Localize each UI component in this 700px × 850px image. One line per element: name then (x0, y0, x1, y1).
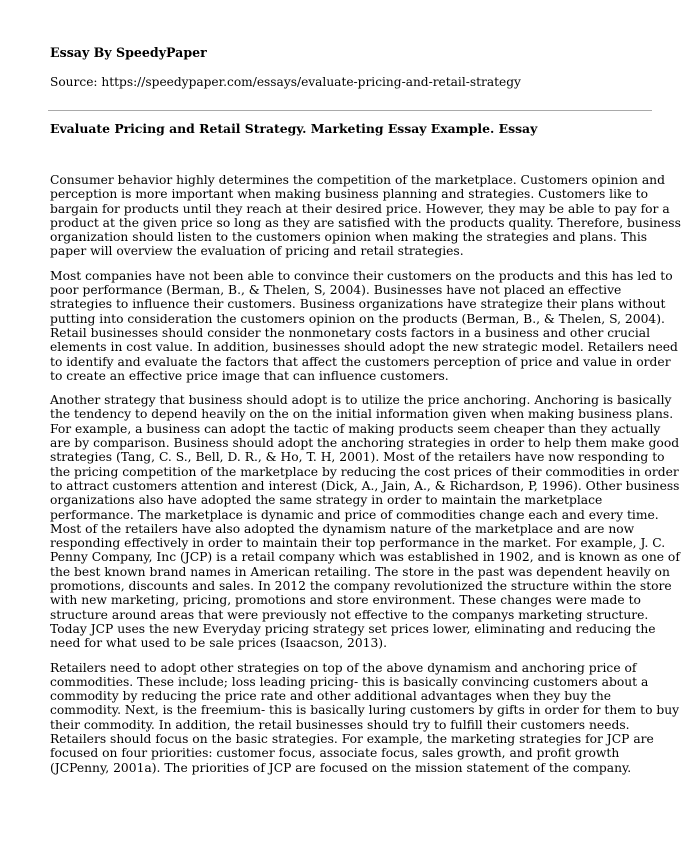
text-line: Retailers need to adopt other strategies on top of the above dynamism and anchoring price of (50, 660, 637, 675)
text-line: bargain for products until they reach at their desired price. However, they may be able to pay for a (50, 201, 670, 216)
text-line: Most companies have not been able to convince their customers on the products and this has led to (50, 268, 673, 283)
text-line: putting into consideration the customers opinion on the products (Berman, B., & Thelen, S, 2004). (50, 311, 665, 326)
text-line: to create an effective price image that can influence customers. (50, 368, 449, 383)
text-line: Most of the retailers have also adopted the dynamism nature of the marketplace and are now (50, 521, 635, 536)
text-line: focused on four priorities: customer focus, associate focus, sales growth, and profit growth (50, 746, 620, 761)
header-divider (48, 110, 652, 111)
text-line: paper will overview the evaluation of pricing and retail strategies. (50, 244, 464, 259)
text-line: promotions, discounts and sales. In 2012 the company revolutionized the structure within the store (50, 579, 672, 594)
text-line: commodity by reducing the price rate and other additional advantages when they buy the (50, 689, 612, 704)
text-line: elements in cost value. In addition, businesses should adopt the new strategic model. Retailers need (50, 340, 678, 355)
essay-body (50, 173, 681, 785)
text-line: poor performance (Berman, B., & Thelen, S, 2004). Businesses have not placed an effective (50, 283, 622, 298)
text-line: organizations also have adopted the same strategy in order to maintain the marketplace (50, 493, 603, 508)
text-line: their commodity. In addition, the retail businesses should try to fulfill their customers needs. (50, 717, 630, 732)
text-line: For example, a business can adopt the tactic of making products seem cheaper than they actually (50, 421, 661, 436)
text-line: the pricing competition of the marketplace by reducing the cost prices of their commodities in order (50, 464, 679, 479)
text-line: Retailers should focus on the basic strategies. For example, the marketing strategies for JCP are (50, 731, 654, 746)
text-line: Today JCP uses the new Everyday pricing strategy set prices lower, eliminating and reducing the (50, 621, 656, 636)
text-line: performance. The marketplace is dynamic and price of commodities change each and every time. (50, 507, 659, 522)
text-line: to identify and evaluate the factors that affect the customers perception of price and value in order (50, 354, 671, 369)
essay-title: Evaluate Pricing and Retail Strategy. Marketing Essay Example. Essay (50, 121, 538, 136)
document-source-line: Source: https://speedypaper.com/essays/evaluate-pricing-and-retail-strategy (50, 75, 521, 89)
text-line: perception is more important when making business planning and strategies. Customers like to (50, 187, 649, 202)
text-line: Consumer behavior highly determines the competition of the marketplace. Customers opinion and (50, 173, 665, 187)
text-line: are by comparison. Business should adopt the anchoring strategies in order to help them make good (50, 436, 680, 451)
text-line: responding effectively in order to maintain their top performance in the market. For example, J. C. (50, 536, 666, 551)
text-line: with new marketing, pricing, promotions and store environment. These changes were made to (50, 593, 641, 608)
text-line: strategies (Tang, C. S., Bell, D. R., & Ho, T. H, 2001). Most of the retailers have now responding to (50, 450, 665, 465)
paragraph (50, 393, 680, 651)
document-header-title: Essay By SpeedyPaper (50, 45, 207, 60)
text-line: to attract customers attention and interest (Dick, A., Jain, A., & Richardson, P, 1996). Other business (50, 478, 680, 493)
text-line: need for what used to be sale prices (Isaacson, 2013). (50, 636, 388, 651)
paragraph (50, 268, 678, 383)
text-line: Penny Company, Inc (JCP) is a retail company which was established in 1902, and is known as one of (50, 550, 680, 565)
text-line: strategies to influence their customers. Business organizations have strategize their plans without (50, 297, 666, 312)
paragraph (50, 660, 680, 775)
text-line: (JCPenny, 2001a). The priorities of JCP are focused on the mission statement of the company. (50, 760, 632, 775)
paragraph (50, 173, 681, 259)
text-line: Another strategy that business should adopt is to utilize the price anchoring. Anchoring is basically (50, 393, 672, 408)
text-line: Retail businesses should consider the nonmonetary costs factors in a business and other crucial (50, 325, 651, 340)
text-line: commodities. These include; loss leading pricing- this is basically convincing customers about a (50, 674, 649, 689)
text-line: commodity. Next, is the freemium- this is basically luring customers by gifts in order for them to buy (50, 703, 680, 718)
text-line: product at the given price so long as they are satisfied with the products quality. Therefore, business (50, 215, 681, 230)
text-line: the tendency to depend heavily on the on the initial information given when making business plans. (50, 407, 674, 422)
text-line: structure around areas that were previously not effective to the companys marketing structure. (50, 607, 649, 622)
text-line: organization should listen to the customers opinion when making the strategies and plans. This (50, 230, 648, 245)
text-line: the best known brand names in American retailing. The store in the past was dependent heavily on (50, 564, 670, 579)
